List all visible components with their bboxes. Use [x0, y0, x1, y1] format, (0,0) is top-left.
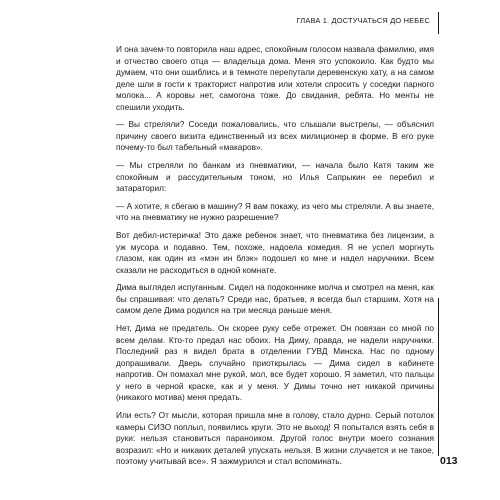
running-head: ГЛАВА 1. ДОСТУЧАТЬСЯ ДО НЕБЕС [296, 16, 430, 25]
paragraph: Дима выглядел испуганным. Сидел на подоконнике молча и смотрел на меня, как бы спрашивая: что делать? Среди нас, братьев, я всегда был старшим. Хотя на самом деле Дима родился на три месяца раньше меня. [116, 282, 434, 316]
running-head-rule [438, 12, 439, 34]
page-number: 013 [440, 455, 458, 467]
paragraph: И она зачем-то повторила наш адрес, спокойным голосом назвала фамилию, имя и отчество своего отца — владельца дома. Меня это успокоило. Как будто мы думаем, что они ошиблись и в темноте перепутали деревенскую хату, а на самом деле шли в гости к тракторист напротив или хотели спросить у соседки парного молока... А коровы нет, самогона тоже. До свидания, ребята. Но менты не спешили уходить. [116, 44, 434, 112]
paragraph: — А хотите, я сбегаю в машину? Я вам покажу, из чего мы стреляли. А вы знаете, что на пневматику не нужно разрешение? [116, 200, 434, 223]
margin-rule [438, 298, 439, 456]
paragraph: Или есть? От мысли, которая пришла мне в голову, стало дурно. Серый потолок камеры СИЗО поплыл, появились круги. Это не выход! Я попытался взять себя в руки: нельзя становиться параноиком. Другой голос внутри моего сознания возразил: «Но и никаких деталей упускать нельзя. В жизни случается и не такое, поэтому учитывай все». Я зажмурился и стал вспоминать. [116, 410, 434, 467]
page-body [116, 44, 434, 474]
paragraph: — Мы стреляли по банкам из пневматики, — начала было Катя таким же спокойным и рассудительным тоном, но Илья Сапрыкин ее перебил и затараторил: [116, 160, 434, 194]
paragraph: — Вы стреляли? Соседи пожаловались, что слышали выстрелы, — объяснил причину своего визита единственный из всех милиционер в форме. В его руке почему-то был табельный «макаров». [116, 119, 434, 153]
paragraph: Нет, Дима не предатель. Он скорее руку себе отрежет. Он повязан со мной по всем делам. Кто-то предал нас обоих. На Диму, правда, не надели наручники. Последний раз я видел брата в отделении ГУВД Минска. Нас по одному допрашивали. Дверь случайно приоткрылась — Дима сидел в кабинете напротив. Он помахал мне рукой, мол, все будет хорошо. Я заметил, что пальцы у него в черной краске, как и у меня. У Димы точно нет никакой причины (никакого мотива) меня предать. [116, 323, 434, 403]
paragraph: Вот дебил-истеричка! Это даже ребенок знает, что пневматика без лицензии, а уж мусора и подавно. Тем, похоже, надоела комедия. Я не успел моргнуть глазом, как один из «мэн ин блэк» подошел ко мне и надел наручники. Всем сказали не расходиться в одной комнате. [116, 230, 434, 275]
